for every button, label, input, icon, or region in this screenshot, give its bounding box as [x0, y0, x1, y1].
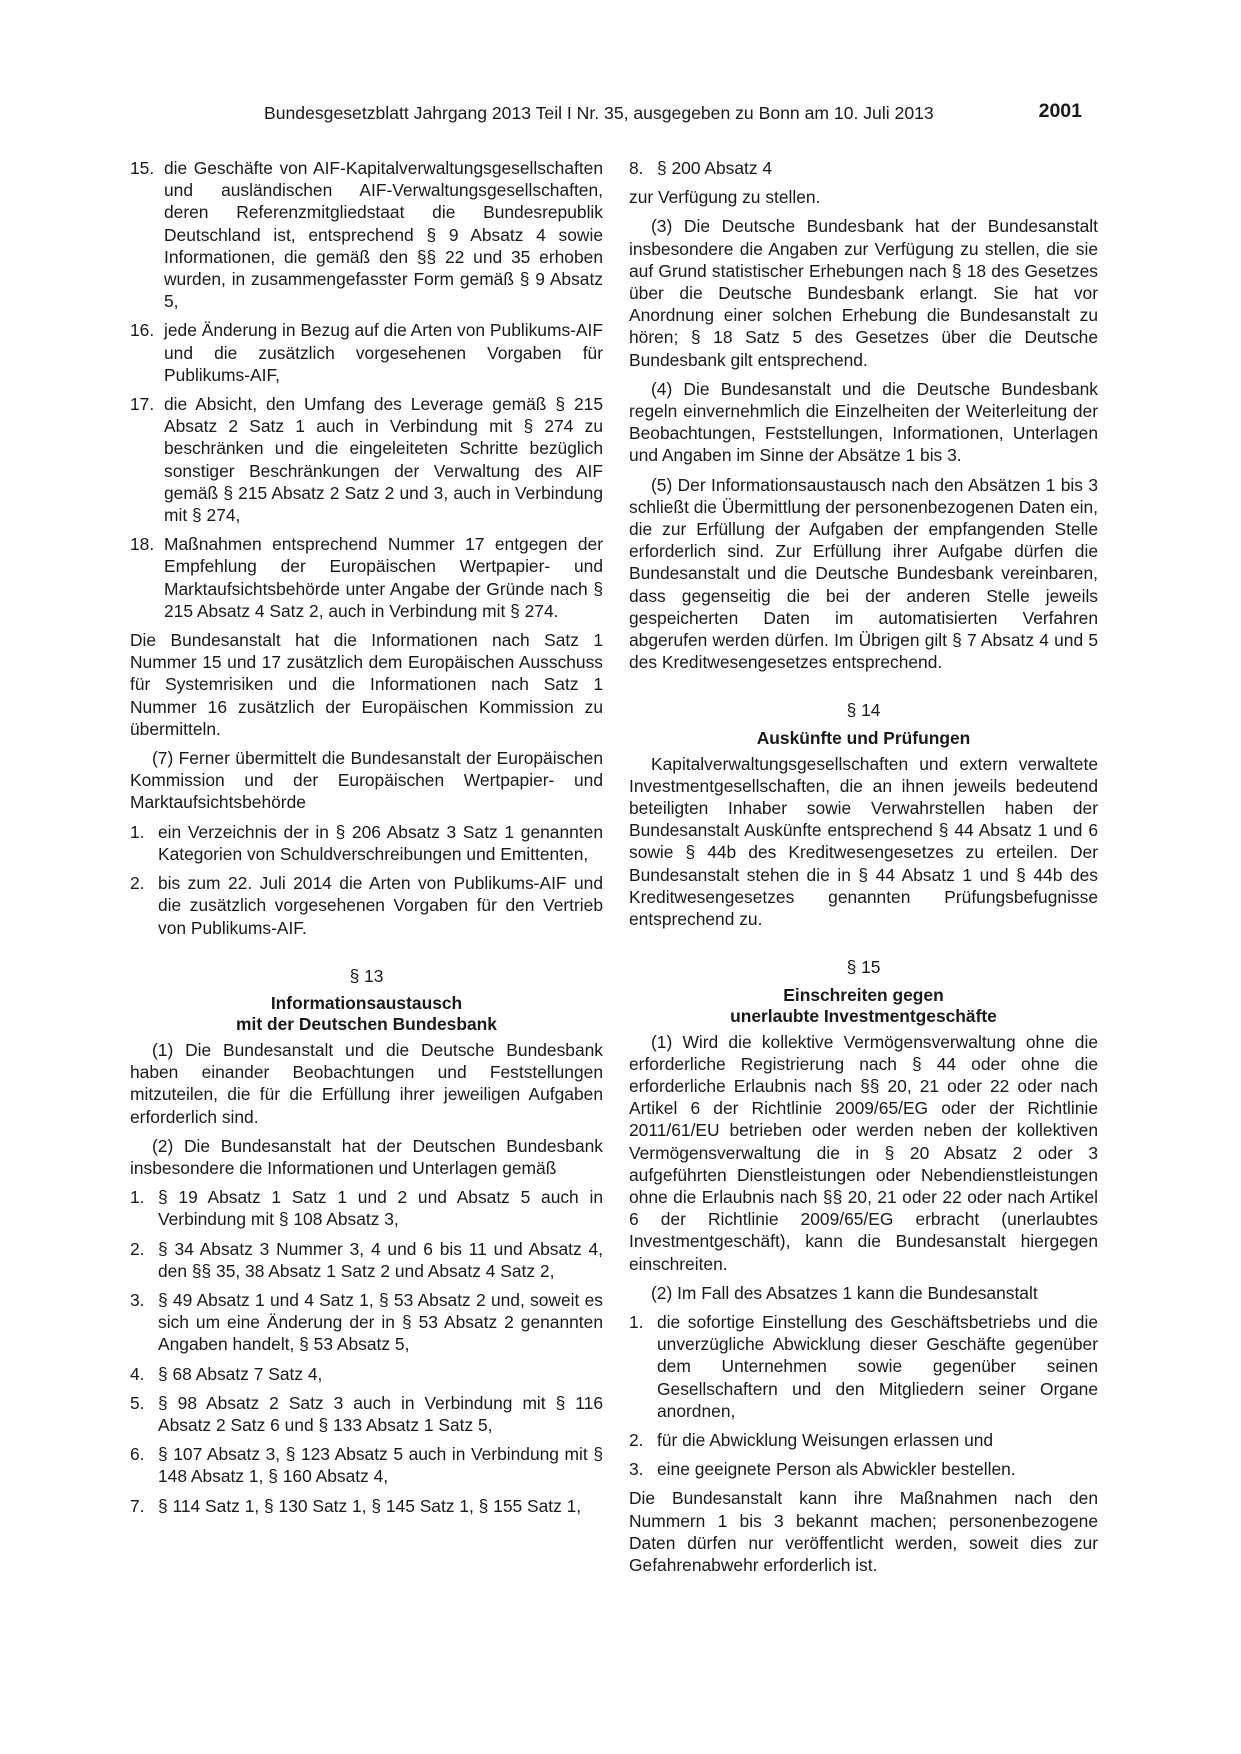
list-item: 2. bis zum 22. Juli 2014 die Arten von Publikums-AIF und die zusätzlich vorgesehenen Vorgaben für den Vertrieb von Publikums-AIF. — [130, 873, 603, 938]
list-item: 18. Maßnahmen entsprechend Nummer 17 entgegen der Empfehlung der Europäischen Wertpapier- und Marktaufsichtsbehörde unter Angabe der Gründe nach § 215 Absatz 4 Satz 2, auch in Verbindung mit § 274. — [130, 534, 603, 621]
section-heading-15: Einschreiten gegen unerlaubte Investmentgeschäfte — [730, 984, 997, 1026]
section-number-15: § 15 — [846, 957, 881, 978]
paragraph: (5) Der Informationsaustausch nach den Absätzen 1 bis 3 schließt die Übermittlung der personenbezogenen Daten ein, die zur Erfüllung der Aufgaben der empfangenden Stelle erforderlich sind. Zur Erfüllung ihrer Aufgabe dürfen die Bundesanstalt und die Deutsche Bundesbank vereinbaren, dass gegenseitig die bei der anderen Stelle jeweils gespeicherten Daten im automatisierten Verfahren abgerufen werden dürfen. Im Übrigen gilt § 7 Absatz 4 und 5 des Kreditwesengesetzes entsprechend. — [629, 474, 1098, 673]
list-item: 7. § 114 Satz 1, § 130 Satz 1, § 145 Satz 1, § 155 Satz 1, — [130, 1495, 582, 1516]
list-item: 16. jede Änderung in Bezug auf die Arten von Publikums-AIF und die zusätzlich vorgesehenen Vorgaben für Publikums-AIF, — [130, 320, 603, 385]
page-header — [130, 100, 1111, 130]
list-items-d — [629, 1311, 1098, 1480]
list-item: 1. die sofortige Einstellung des Geschäftsbetriebs und die unverzügliche Abwicklung dieser Geschäfte gegenüber dem Unternehmen sowie gegenüber seinen Gesellschaftern und den Mitgliedern seiner Organe anordnen, — [629, 1311, 1098, 1421]
list-item: 3. eine geeignete Person als Abwickler bestellen. — [629, 1459, 1016, 1480]
paragraph: Kapitalverwaltungsgesellschaften und extern verwaltete Investmentgesellschaften, die an ihnen jeweils bedeutend beteiligten Inhaber sowie Verwahrstellen haben der Bundesanstalt Auskünfte entsprechend § 44 Absatz 1 und 6 sowie § 44b des Kreditwesengesetzes zu erteilen. Der Bundesanstalt stehen die in § 44 Absatz 1 und § 44b des Kreditwesengesetzes genannten Prüfungsbefugnisse entsprechend zu. — [629, 753, 1098, 930]
paragraph: (4) Die Bundesanstalt und die Deutsche Bundesbank regeln einvernehmlich die Einzelheiten der Weiterleitung der Beobachtungen, Feststellungen, Informationen, Unterlagen und Angaben im Sinne der Absätze 1 bis 3. — [629, 378, 1098, 466]
list-item: 1. § 19 Absatz 1 Satz 1 und 2 und Absatz 5 auch in Verbindung mit § 108 Absatz 3, — [130, 1187, 603, 1230]
list-item: 1. ein Verzeichnis der in § 206 Absatz 3 Satz 1 genannten Kategorien von Schuldverschreibungen und Emittenten, — [130, 821, 603, 864]
list-item: 17. die Absicht, den Umfang des Leverage gemäß § 215 Absatz 2 Satz 1 auch in Verbindung mit § 274 zu beschränken und die eingeleiteten Schritte bezüglich sonstiger Beschränkungen der Verwaltung des AIF gemäß § 215 Absatz 2 Satz 2 und 3, auch in Verbindung mit § 274, — [130, 394, 603, 526]
right-column — [629, 157, 1098, 1583]
list-item: 6. § 107 Absatz 3, § 123 Absatz 5 auch in Verbindung mit § 148 Absatz 1, § 160 Absatz 4, — [130, 1444, 603, 1487]
list-items-15-18 — [130, 157, 603, 622]
page-number: 2001 — [1038, 100, 1082, 122]
header-title: Bundesgesetzblatt Jahrgang 2013 Teil I Nr. 35, ausgegeben zu Bonn am 10. Juli 2013 — [264, 103, 934, 123]
paragraph: (2) Die Bundesanstalt hat der Deutschen Bundesbank insbesondere die Informationen und Unterlagen gemäß — [130, 1135, 603, 1178]
list-item: 3. § 49 Absatz 1 und 4 Satz 1, § 53 Absatz 2 und, soweit es sich um eine Änderung der in § 53 Absatz 2 genannten Angaben handelt, § 53 Absatz 5, — [130, 1289, 603, 1355]
paragraph: (3) Die Deutsche Bundesbank hat der Bundesanstalt insbesondere die Angaben zur Verfügung zu stellen, die sie auf Grund statistischer Erhebungen nach § 18 des Gesetzes über die Deutsche Bundesbank erlangt. Sie hat vor Anordnung einer solchen Erhebung die Bundesanstalt zu hören; § 18 Satz 5 des Gesetzes über die Deutsche Bundesbank gilt entsprechend. — [629, 216, 1098, 370]
paragraph: (1) Wird die kollektive Vermögensverwaltung ohne die erforderliche Registrierung nach § 44 oder ohne die erforderliche Erlaubnis nach §§ 20, 21 oder 22 oder nach Artikel 6 der Richtlinie 2009/65/EG oder der Richtlinie 2011/61/EU betrieben oder werden neben der kollektiven Vermögensverwaltung die in § 20 Absatz 2 oder 3 aufgeführten Dienstleistungen oder Nebendienstleistungen ohne die Erlaubnis nach §§ 20, 21 oder 22 oder nach Artikel 6 der Richtlinie 2009/65/EG erbracht (unerlaubtes Investmentgeschäft), kann die Bundesanstalt hiergegen einschreiten. — [629, 1031, 1098, 1274]
left-column — [130, 157, 603, 1524]
list-items-b — [130, 821, 603, 939]
list-item: 5. § 98 Absatz 2 Satz 3 auch in Verbindung mit § 116 Absatz 2 Satz 6 und § 133 Absatz 1 Satz 5, — [130, 1392, 603, 1435]
list-item: 4. § 68 Absatz 7 Satz 4, — [130, 1363, 323, 1384]
list-item-8 — [629, 157, 1098, 179]
list-item: 15. die Geschäfte von AIF-Kapitalverwaltungsgesellschaften und ausländischen AIF-Verwaltungsgesellschaften, deren Referenzmitgliedstaat die Bundesrepublik Deutschland ist, entsprechend § 9 Absatz 4 sowie Informationen, die gemäß den §§ 22 und 35 erhoben wurden, in zusammengefasster Form gemäß § 9 Absatz 5, — [130, 158, 603, 312]
section-heading-14: Auskünfte und Prüfungen — [756, 727, 971, 748]
section-number-14: § 14 — [846, 700, 881, 721]
paragraph: (2) Im Fall des Absatzes 1 kann die Bundesanstalt — [651, 1282, 1038, 1303]
list-item: 2. für die Abwicklung Weisungen erlassen und — [629, 1429, 994, 1450]
paragraph: Die Bundesanstalt kann ihre Maßnahmen nach den Nummern 1 bis 3 bekannt machen; personenbezogene Daten dürfen nur veröffentlicht werden, soweit dies zur Gefahrenabwehr erforderlich ist. — [629, 1488, 1098, 1575]
paragraph: zur Verfügung zu stellen. — [629, 187, 821, 208]
paragraph: Die Bundesanstalt hat die Informationen nach Satz 1 Nummer 15 und 17 zusätzlich dem Europäischen Ausschuss für Systemrisiken und die Informationen nach Satz 1 Nummer 16 zusätzlich der Europäischen Kommission zu übermitteln. — [130, 630, 603, 739]
list-items-c — [130, 1186, 603, 1517]
paragraph: (1) Die Bundesanstalt und die Deutsche Bundesbank haben einander Beobachtungen und Feststellungen mitzuteilen, die für die Erfüllung ihrer jeweiligen Aufgaben erforderlich sind. — [130, 1039, 603, 1127]
paragraph-7: (7) Ferner übermittelt die Bundesanstalt der Europäischen Kommission und der Europäischen Wertpapier- und Marktaufsichtsbehörde — [130, 748, 603, 813]
section-heading-13: Informationsaustausch mit der Deutschen Bundesbank — [236, 992, 497, 1034]
list-item: 2. § 34 Absatz 3 Nummer 3, 4 und 6 bis 11 und Absatz 4, den §§ 35, 38 Absatz 1 Satz 2 und Absatz 4 Satz 2, — [130, 1238, 603, 1281]
section-number-13: § 13 — [349, 965, 384, 986]
list-item: 8. § 200 Absatz 4 — [629, 158, 773, 178]
